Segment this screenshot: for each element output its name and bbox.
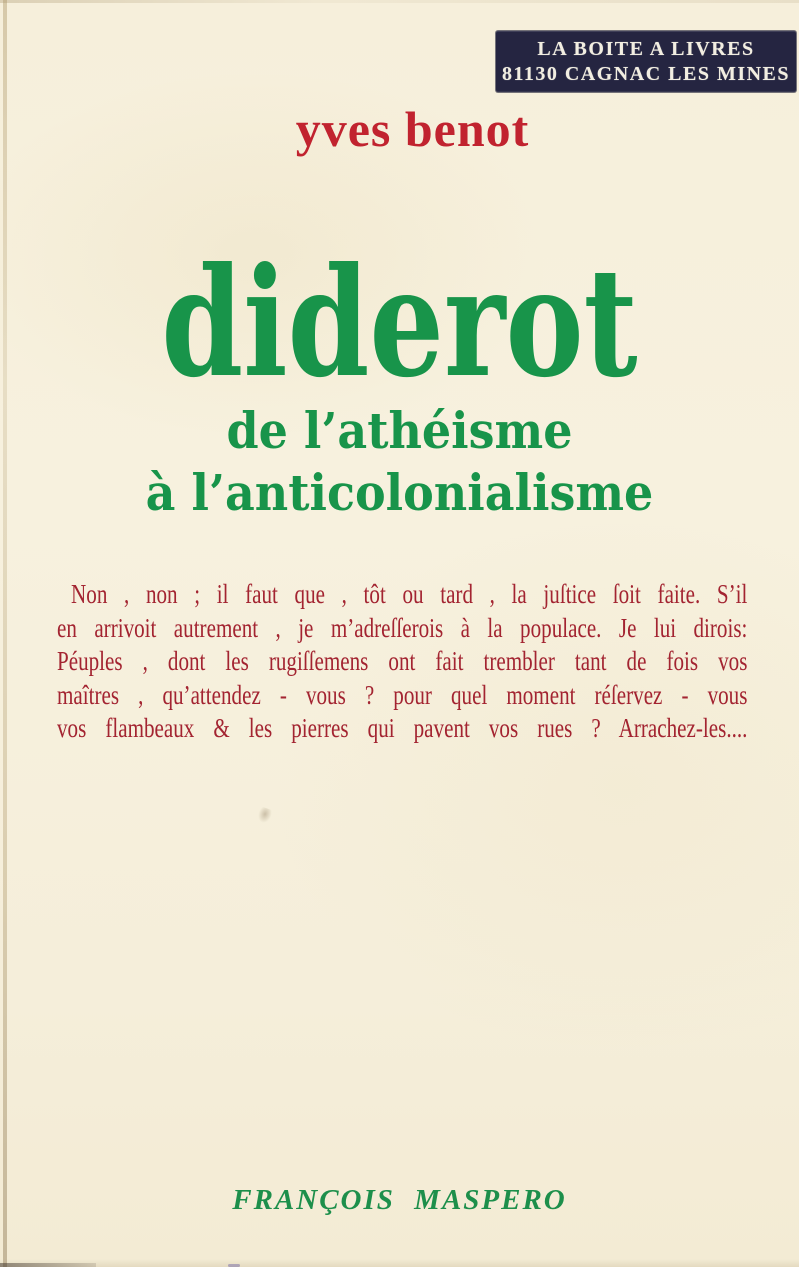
publisher-name: FRANÇOIS MASPERO <box>232 1184 567 1216</box>
author-name: yves benot <box>295 101 530 157</box>
bottom-edge-shadow <box>0 1263 96 1267</box>
spine-edge-shadow <box>3 0 7 1267</box>
cover-quote <box>57 578 747 746</box>
quote-line: maîtres , qu’attendez - vous ? pour quel moment réſervez - vous <box>57 679 748 710</box>
subtitle-line-1: de l’athéisme <box>226 401 573 460</box>
subtitle-line-2: à l’anticolonialisme <box>145 463 654 522</box>
book-title: diderot <box>161 235 638 411</box>
quote-line: vos flambeaux & les pierres qui pavent vos rues ? Arrachez-les.... <box>57 713 748 743</box>
bookshop-stamp-address: 81130 CAGNAC LES MINES <box>501 63 791 85</box>
bottom-edge-shade <box>0 1259 799 1267</box>
quote-line: Non , non ; il faut que , tôt ou tard , la juſtice ſoit faite. S’il <box>71 579 748 609</box>
quote-line: en arrivoit autrement , je m’adreſſerois à la populace. Je lui dirois: <box>57 612 748 643</box>
quote-line: Péuples , dont les rugiſſemens ont fait trembler tant de fois vos <box>57 646 748 676</box>
bookshop-stamp <box>496 31 796 92</box>
book-subtitle <box>32 400 767 524</box>
bookshop-stamp-name: LA BOITE A LIVRES <box>537 38 755 60</box>
paper-smudge <box>256 806 273 825</box>
top-edge-shadow <box>0 0 799 3</box>
